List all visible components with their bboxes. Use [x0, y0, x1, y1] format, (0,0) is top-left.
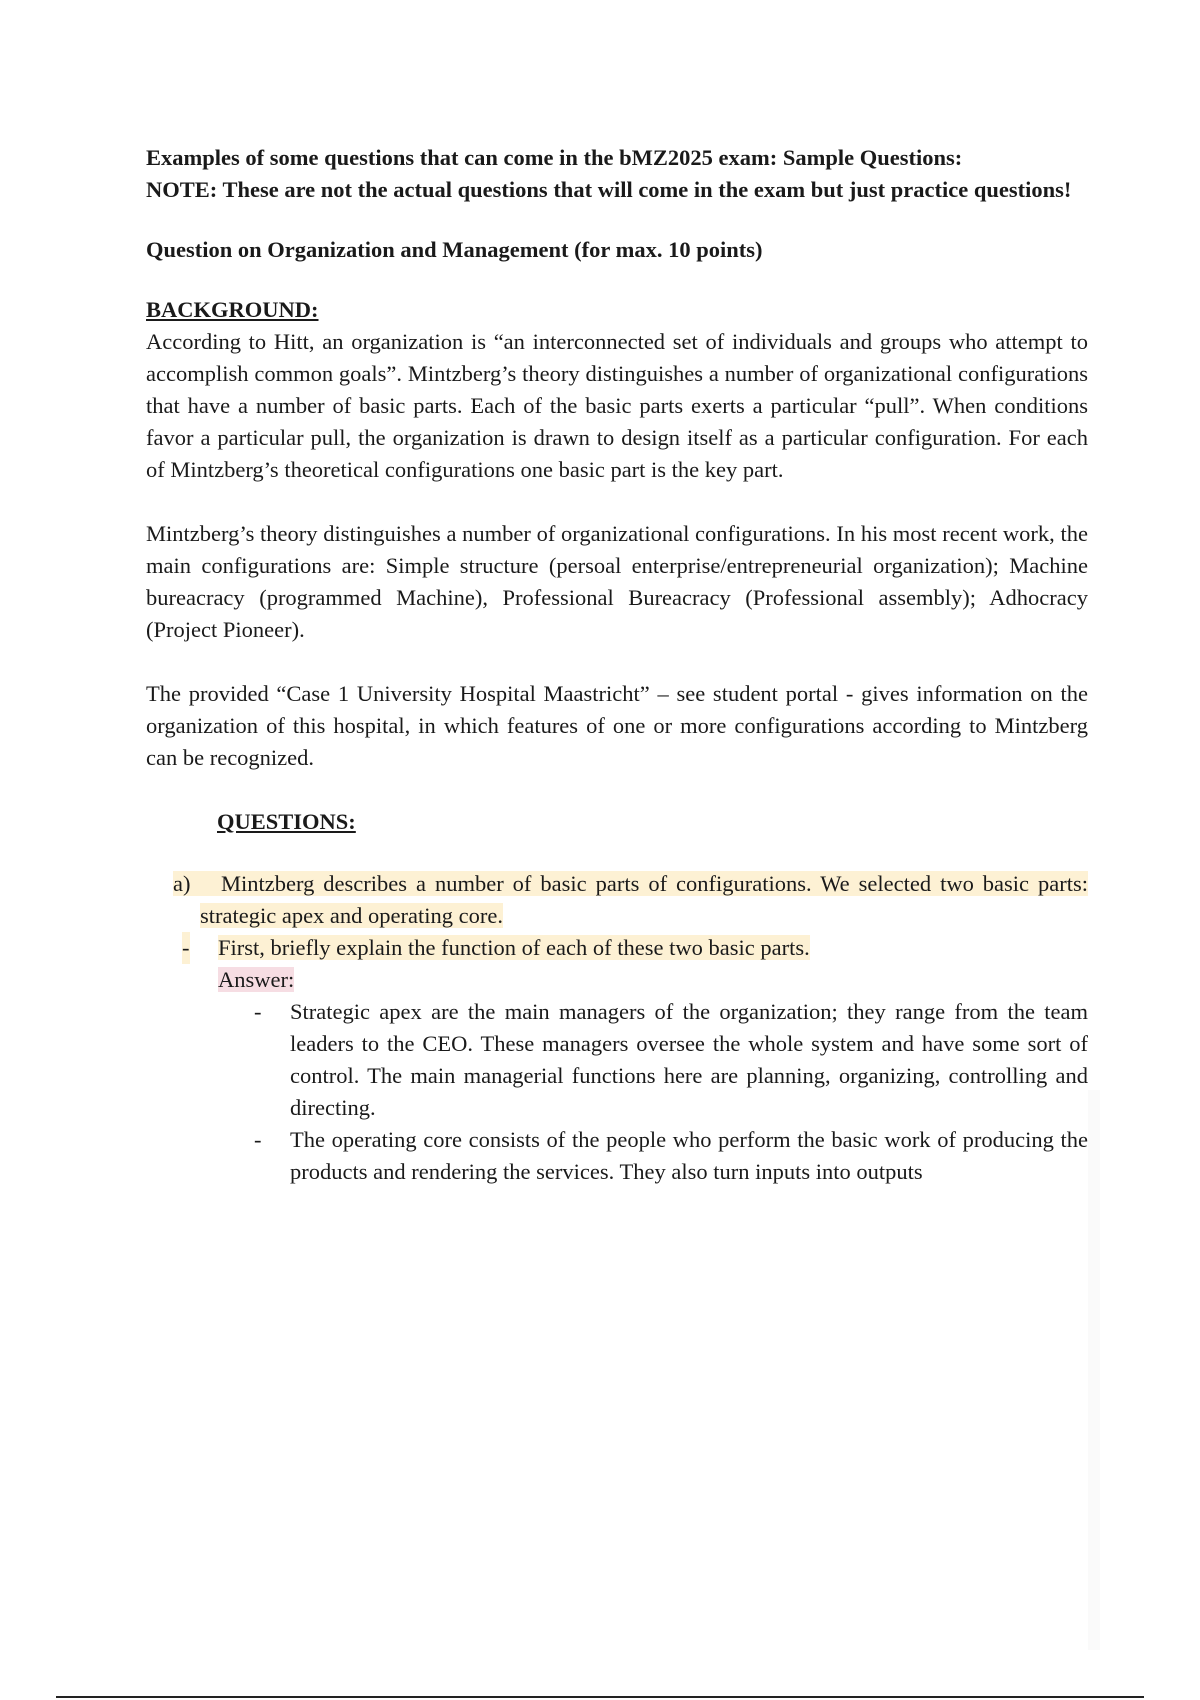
page-edge-shade	[1088, 1090, 1100, 1650]
answer-dash: -	[254, 999, 262, 1024]
question-title: Question on Organization and Management (for max. 10 points)	[146, 237, 763, 262]
intro-line-2: NOTE: These are not the actual questions that will come in the exam but just practice questions!	[146, 177, 1072, 202]
question-a	[146, 868, 1088, 1188]
footer-divider	[56, 1696, 1144, 1698]
answer-label: Answer:	[218, 967, 295, 992]
answer-text: The operating core consists of the people who perform the basic work of producing the products and rendering the services. They also turn inputs into outputs	[290, 1127, 1088, 1184]
question-a-text: Mintzberg describes a number of basic parts of configurations. We selected two basic parts: strategic apex and operating core.	[200, 871, 1088, 928]
subitem-text: First, briefly explain the function of each of these two basic parts.	[218, 935, 810, 960]
question-a-highlight	[173, 871, 1088, 928]
answer-item	[146, 1124, 1088, 1188]
question-a-text-block	[146, 868, 1088, 932]
intro-text	[146, 142, 1088, 206]
question-a-subitem	[146, 932, 1088, 964]
answer-dash: -	[254, 1127, 262, 1152]
background-paragraph-3: The provided “Case 1 University Hospital Maastricht” – see student portal - gives information on the organization of this hospital, in which features of one or more configurations according to Mintzberg can be recognized.	[146, 681, 1088, 770]
background-paragraph-2: Mintzberg’s theory distinguishes a number of organizational configurations. In his most recent work, the main configurations are: Simple structure (persoal enterprise/entrepreneurial organization); Machine bureacracy (programmed Machine), Professional Bureacracy (Professional assembly); Adhocracy (Project Pioneer).	[146, 521, 1088, 642]
intro-line-1: Examples of some questions that can come in the bMZ2025 exam: Sample Questions:	[146, 145, 963, 170]
questions-heading: QUESTIONS:	[217, 809, 356, 834]
subitem-dash: -	[182, 932, 190, 964]
answer-item	[146, 996, 1088, 1124]
document-body	[146, 142, 1088, 1188]
background-section	[146, 294, 1088, 774]
question-a-marker: a)	[173, 871, 191, 896]
answer-label-row	[218, 964, 1088, 996]
background-paragraph-1: According to Hitt, an organization is “an interconnected set of individuals and groups who attempt to accomplish common goals”. Mintzberg’s theory distinguishes a number of organizational configurations that have a number of basic parts. Each of the basic parts exerts a particular “pull”. When conditions favor a particular pull, the organization is drawn to design itself as a particular configuration. For each of Mintzberg’s theoretical configurations one basic part is the key part.	[146, 329, 1088, 482]
answer-text: Strategic apex are the main managers of the organization; they range from the team leaders to the CEO. These managers oversee the whole system and have some sort of control. The main managerial functions here are planning, organizing, controlling and directing.	[290, 999, 1088, 1120]
answer-list	[146, 996, 1088, 1188]
background-heading: BACKGROUND:	[146, 297, 319, 322]
